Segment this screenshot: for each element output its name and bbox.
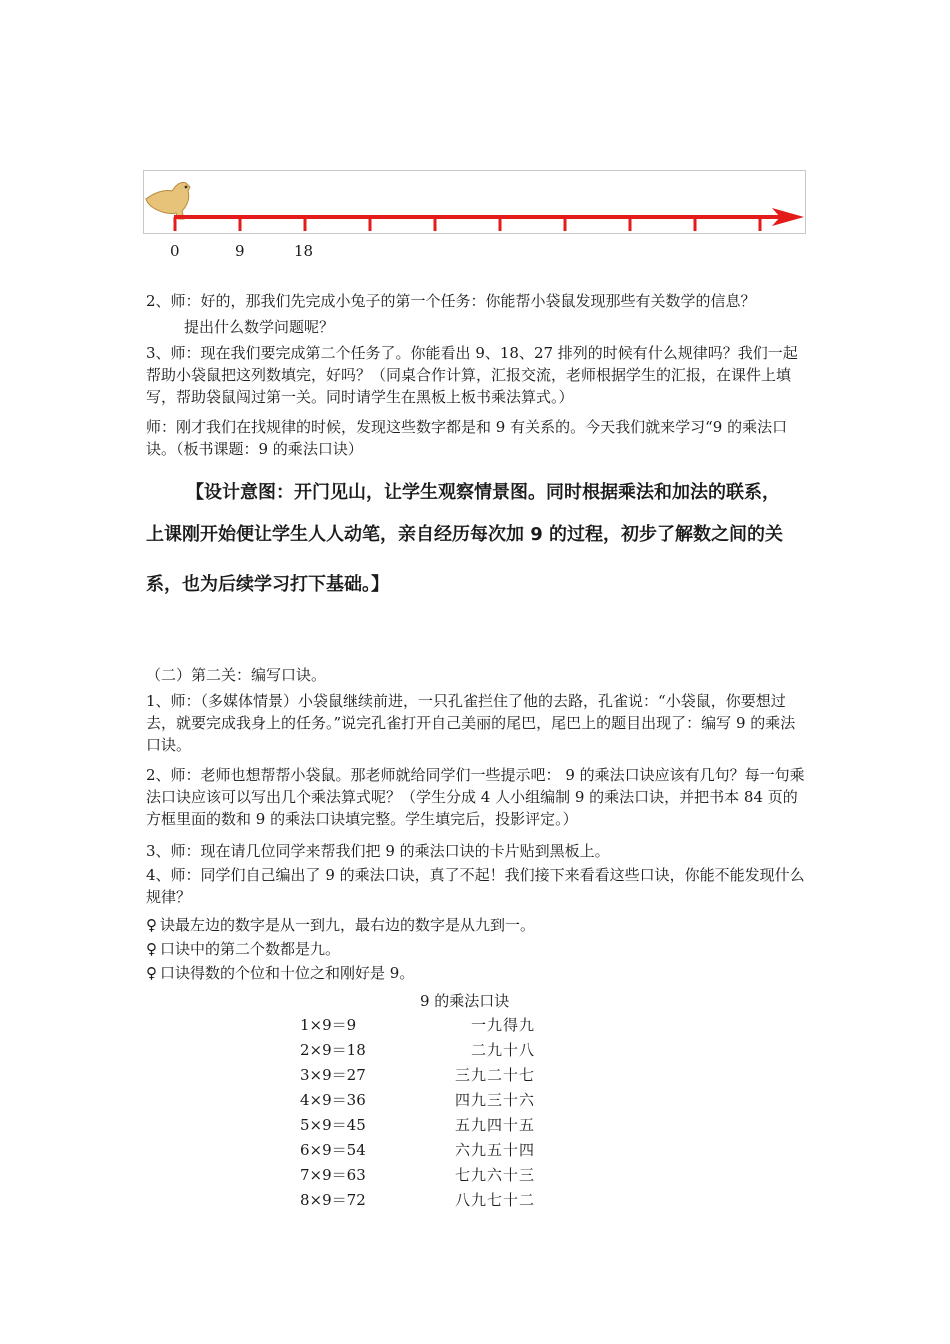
table-title: 9 的乘法口诀 [420, 992, 510, 1010]
equation: 2×9＝18 [300, 1041, 366, 1059]
paragraph-3-text: 现在我们要完成第二个任务了。你能看出 9、18、27 排列的时候有什么规律吗？我们一起帮助小袋鼠把这列数填完，好吗？（同桌合作计算，汇报交流，老师根据学生的汇报，在课件上填写，帮助袋鼠闯过第一关。同时请学生在黑板上板书乘法算式。） [146, 344, 798, 406]
observation-1-text: 诀最左边的数字是从一到九，最右边的数字是从九到一。 [160, 916, 536, 934]
koujue: 二九十八 [470, 1041, 535, 1059]
section-2-p1-lead: 1、师： [146, 692, 201, 710]
paragraph-3 [146, 342, 810, 408]
paragraph-3-lead: 3、师： [146, 344, 201, 362]
paragraph-2-lead: 2、师： [146, 292, 201, 310]
section-2-p3-lead: 3、师： [146, 842, 201, 860]
equation: 7×9＝63 [300, 1166, 366, 1184]
table-row [300, 1114, 535, 1138]
equation: 4×9＝36 [300, 1091, 366, 1109]
kangaroo-icon [146, 182, 190, 219]
section-2-p2-text: 老师也想帮帮小袋鼠。那老师就给同学们一些提示吧： 9 的乘法口诀应该有几句？每一句乘法口诀应该可以写出几个乘法算式呢？（学生分成 4 人小组编制 9 的乘法口诀，并把书本 84 页的方框里面的数和 9 的乘法口诀填完整。学生填完后，投影评定。） [146, 766, 805, 828]
equation: 3×9＝27 [300, 1066, 366, 1084]
design-intent-line1: 【设计意图：开门见山，让学生观察情景图。同时根据乘法和加法的联系， [186, 482, 780, 503]
tick-label-18: 18 [294, 242, 314, 260]
tick-label-0: 0 [170, 242, 180, 260]
koujue: 八九七十二 [454, 1191, 535, 1209]
paragraph-2 [146, 290, 810, 312]
koujue: 四九三十六 [454, 1091, 535, 1109]
observation-2-text: 口诀中的第二个数都是九。 [160, 940, 341, 958]
section-2-p2-lead: 2、师： [146, 766, 201, 784]
paragraph-4: 师：刚才我们在找规律的时候，发现这些数字都是和 9 有关系的。今天我们就来学习“9 的乘法口诀。（板书课题：9 的乘法口诀） [146, 418, 788, 458]
koujue: 一九得九 [470, 1016, 535, 1034]
table-row [300, 1014, 535, 1038]
equation: 1×9＝9 [300, 1016, 357, 1034]
table-row [300, 1139, 535, 1163]
table-row [300, 1189, 535, 1213]
koujue: 七九六十三 [454, 1166, 535, 1184]
number-line-figure [143, 170, 806, 234]
section-2-p4-text: 同学们自己编出了 9 的乘法口诀，真了不起！我们接下来看看这些口诀，你能不能发现什么规律？ [146, 866, 805, 906]
bullet-icon: ♀ [146, 916, 157, 934]
observation-1 [146, 914, 810, 936]
table-row [300, 1064, 535, 1088]
table-row [300, 1039, 535, 1063]
equation: 6×9＝54 [300, 1141, 366, 1159]
koujue: 五九四十五 [454, 1116, 535, 1134]
number-line-ticks [175, 217, 760, 231]
design-intent-line3: 系，也为后续学习打下基础。】 [146, 574, 389, 595]
observation-3 [146, 962, 810, 984]
bullet-icon: ♀ [146, 940, 157, 958]
koujue: 三九二十七 [454, 1066, 535, 1084]
equation: 8×9＝72 [300, 1191, 366, 1209]
section-2-paragraph-3 [146, 840, 810, 862]
design-intent-line2: 上课刚开始便让学生人人动笔，亲自经历每次加 9 的过程，初步了解数之间的关 [146, 524, 784, 545]
koujue: 六九五十四 [454, 1141, 535, 1159]
paragraph-2-cont: 提出什么数学问题呢？ [184, 318, 335, 336]
observation-3-text: 口诀得数的个位和十位之和刚好是 9。 [160, 964, 415, 982]
equation: 5×9＝45 [300, 1116, 366, 1134]
section-2-paragraph-1 [146, 690, 810, 756]
number-line-svg [144, 171, 807, 235]
paragraph-2-text: 好的，那我们先完成小兔子的第一个任务：你能帮小袋鼠发现那些有关数学的信息？ [200, 292, 756, 310]
tick-label-9: 9 [235, 242, 245, 260]
section-2-p4-lead: 4、师： [146, 866, 201, 884]
observation-2 [146, 938, 810, 960]
bullet-icon: ♀ [146, 964, 157, 982]
section-2-heading: （二）第二关：编写口诀。 [146, 666, 327, 684]
section-2-paragraph-2 [146, 764, 810, 830]
table-row [300, 1089, 535, 1113]
section-2-p3-text: 现在请几位同学来帮我们把 9 的乘法口诀的卡片贴到黑板上。 [200, 842, 610, 860]
section-2-p1-text: （多媒体情景）小袋鼠继续前进，一只孔雀拦住了他的去路，孔雀说：“小袋鼠，你要想过去，就要完成我身上的任务。”说完孔雀打开自己美丽的尾巴，尾巴上的题目出现了：编写 9 的乘法口诀。 [146, 692, 796, 754]
section-2-paragraph-4 [146, 864, 810, 908]
table-row [300, 1164, 535, 1188]
